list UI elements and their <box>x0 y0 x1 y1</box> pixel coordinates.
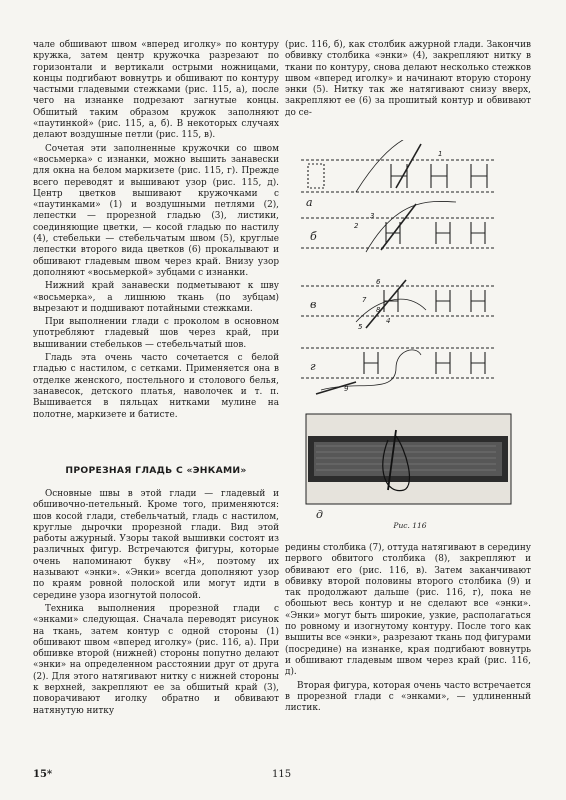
panel-c-drawing <box>301 280 496 328</box>
panel-letter-e: д <box>316 508 323 520</box>
right-column-top <box>285 40 531 121</box>
step-number-5: 5 <box>358 323 363 331</box>
panel-letter-d: г <box>310 360 316 373</box>
paragraph: Сочетая эти заполненные кружочки со швом «восьмерка» с изнанки, можно вышить занавески для окна на белом маркизете (рис. 115, г). Прежде всего переводят и вышивают узор (рис. 115, д). Центр цветков вышивают кружочками с «паутинками» (1) и воздушными петлями (2), лепестки — прорезной гладью (3), листики, соединяющие цветки, — косой гладью по настилу (4), стебельки — стебельчатым швом (5), круглые лепестки второго вида цветков (6) прокалывают и обшивают гладевым швом через край. Внизу узор дополняют «восьмеркой» зубцами с изнанки. <box>33 143 279 278</box>
panel-a-drawing <box>301 140 496 192</box>
step-number-9: 9 <box>344 385 349 393</box>
page-number: 115 <box>272 769 292 780</box>
section-heading: ПРОРЕЗНАЯ ГЛАДЬ С «ЭНКАМИ» <box>65 465 247 476</box>
paragraph: (рис. 116, б), как столбик ажурной глади. Закончив обвивку столбика «энки» (4), закрепляют нитку в ткани по контуру, снова делают несколько стежков швом «вперед иголку» и начинают вторую сторону энки (5). Нитку так же натягивают снизу вверх, закрепляют ее (6) за прошитый контур и обвивают до се- <box>285 40 531 118</box>
paragraph: Техника выполнения прорезной глади с «энками» следующая. Сначала переводят рисунок на ткань, затем контур с одной стороны (1) обшивают швом «вперед иголку» (рис. 116, а). При обшивке второй (нижней) стороны попутно делают «энки» на определенном расстоянии друг от друга (2). Для этого натягивают нитку с нижней стороны к верхней, закрепляют ее за обшитый край (3), поворачивают иголку обратно и обвивают натянутую нитку <box>33 603 279 716</box>
step-number-2: 2 <box>354 222 359 230</box>
panel-e-drawing <box>306 414 511 504</box>
paragraph: Гладь эта очень часто сочетается с белой гладью с настилом, с сетками. Применяется она в отделке женского, постельного и столового белья, занавесок, детского платья, наволочек и т. п. Вышивается в пяльцах нитками мулине на полотне, маркизете и батисте. <box>33 353 279 420</box>
step-number-1: 1 <box>438 150 443 158</box>
step-number-7: 7 <box>362 296 367 304</box>
panel-letter-a: а <box>306 196 313 209</box>
panel-d-drawing <box>301 348 496 394</box>
step-number-6: 6 <box>376 278 381 286</box>
step-number-3: 3 <box>370 212 375 220</box>
paragraph: редины столбика (7), оттуда натягивают в середину первого обвитого столбика (8), закрепляют и обвивают его (рис. 116, в). Затем заканчивают обвивку второй половины второго столбика (9) и так продолжают дальше (рис. 116, г), пока не обошьют весь контур и не сделают все «энки». «Энки» могут быть широкие, узкие, располагаться по ровному и изогнутому контуру. После того как вышиты все «энки», разрезают ткань под фигурами (посредине) на изнанке, края подгибают вовнутрь и обшивают гладевым швом через край (рис. 116, д). <box>285 543 531 678</box>
figure-caption: Рис. 116 <box>393 521 427 530</box>
step-number-4: 4 <box>386 317 391 325</box>
paragraph: При выполнении глади с проколом в основном употребляют гладевый шов через край, при вышивании стебельков — стебельчатый шов. <box>33 317 279 350</box>
paragraph: Вторая фигура, которая очень часто встречается в прорезной глади с «энками», — удлиненный листик. <box>285 680 531 714</box>
left-column-bottom <box>33 489 279 719</box>
right-column-bottom <box>285 543 531 716</box>
paragraph: чале обшивают швом «вперед иголку» по контуру кружка, затем центр кружочка разрезают по горизонтали и вертикали острыми ножницами, концы подгибают вовнутрь и обшивают по контуру частыми гладевыми стежками (рис. 115, а), после чего на изнанке подрезают загнутые концы. Обшитый таким образом кружок заполняют «паутинкой» (рис. 115, а, б). В некоторых случаях делают воздушные петли (рис. 115, в). <box>33 40 279 141</box>
signature-mark: 15* <box>33 769 53 780</box>
panel-letter-b: б <box>310 230 317 243</box>
paragraph: Основные швы в этой глади — гладевый и обшивочно-петельный. Кроме того, применяются: шов косой глади, стебельчатый, гладь с настилом, круглые дырочки прорезной глади. Вид этой работы ажурный. Узоры такой вышивки состоят из различных фигур. Встречаются фигуры, которые очень напоминают букву «Н», поэтому их называют «энки». «Энки» всегда дополняют узор по краям ровной полоской или могут идти в середине узора изогнутой полосой. <box>33 489 279 601</box>
step-number-8: 8 <box>376 306 381 314</box>
figure-116 <box>296 140 528 520</box>
panel-b-drawing <box>301 201 496 252</box>
panel-letter-c: в <box>310 298 317 311</box>
left-column-top <box>33 40 279 423</box>
paragraph: Нижний край занавески подметывают к шву «восьмерка», а лишнюю ткань (по зубцам) вырезают и подшивают потайными стежками. <box>33 281 279 314</box>
